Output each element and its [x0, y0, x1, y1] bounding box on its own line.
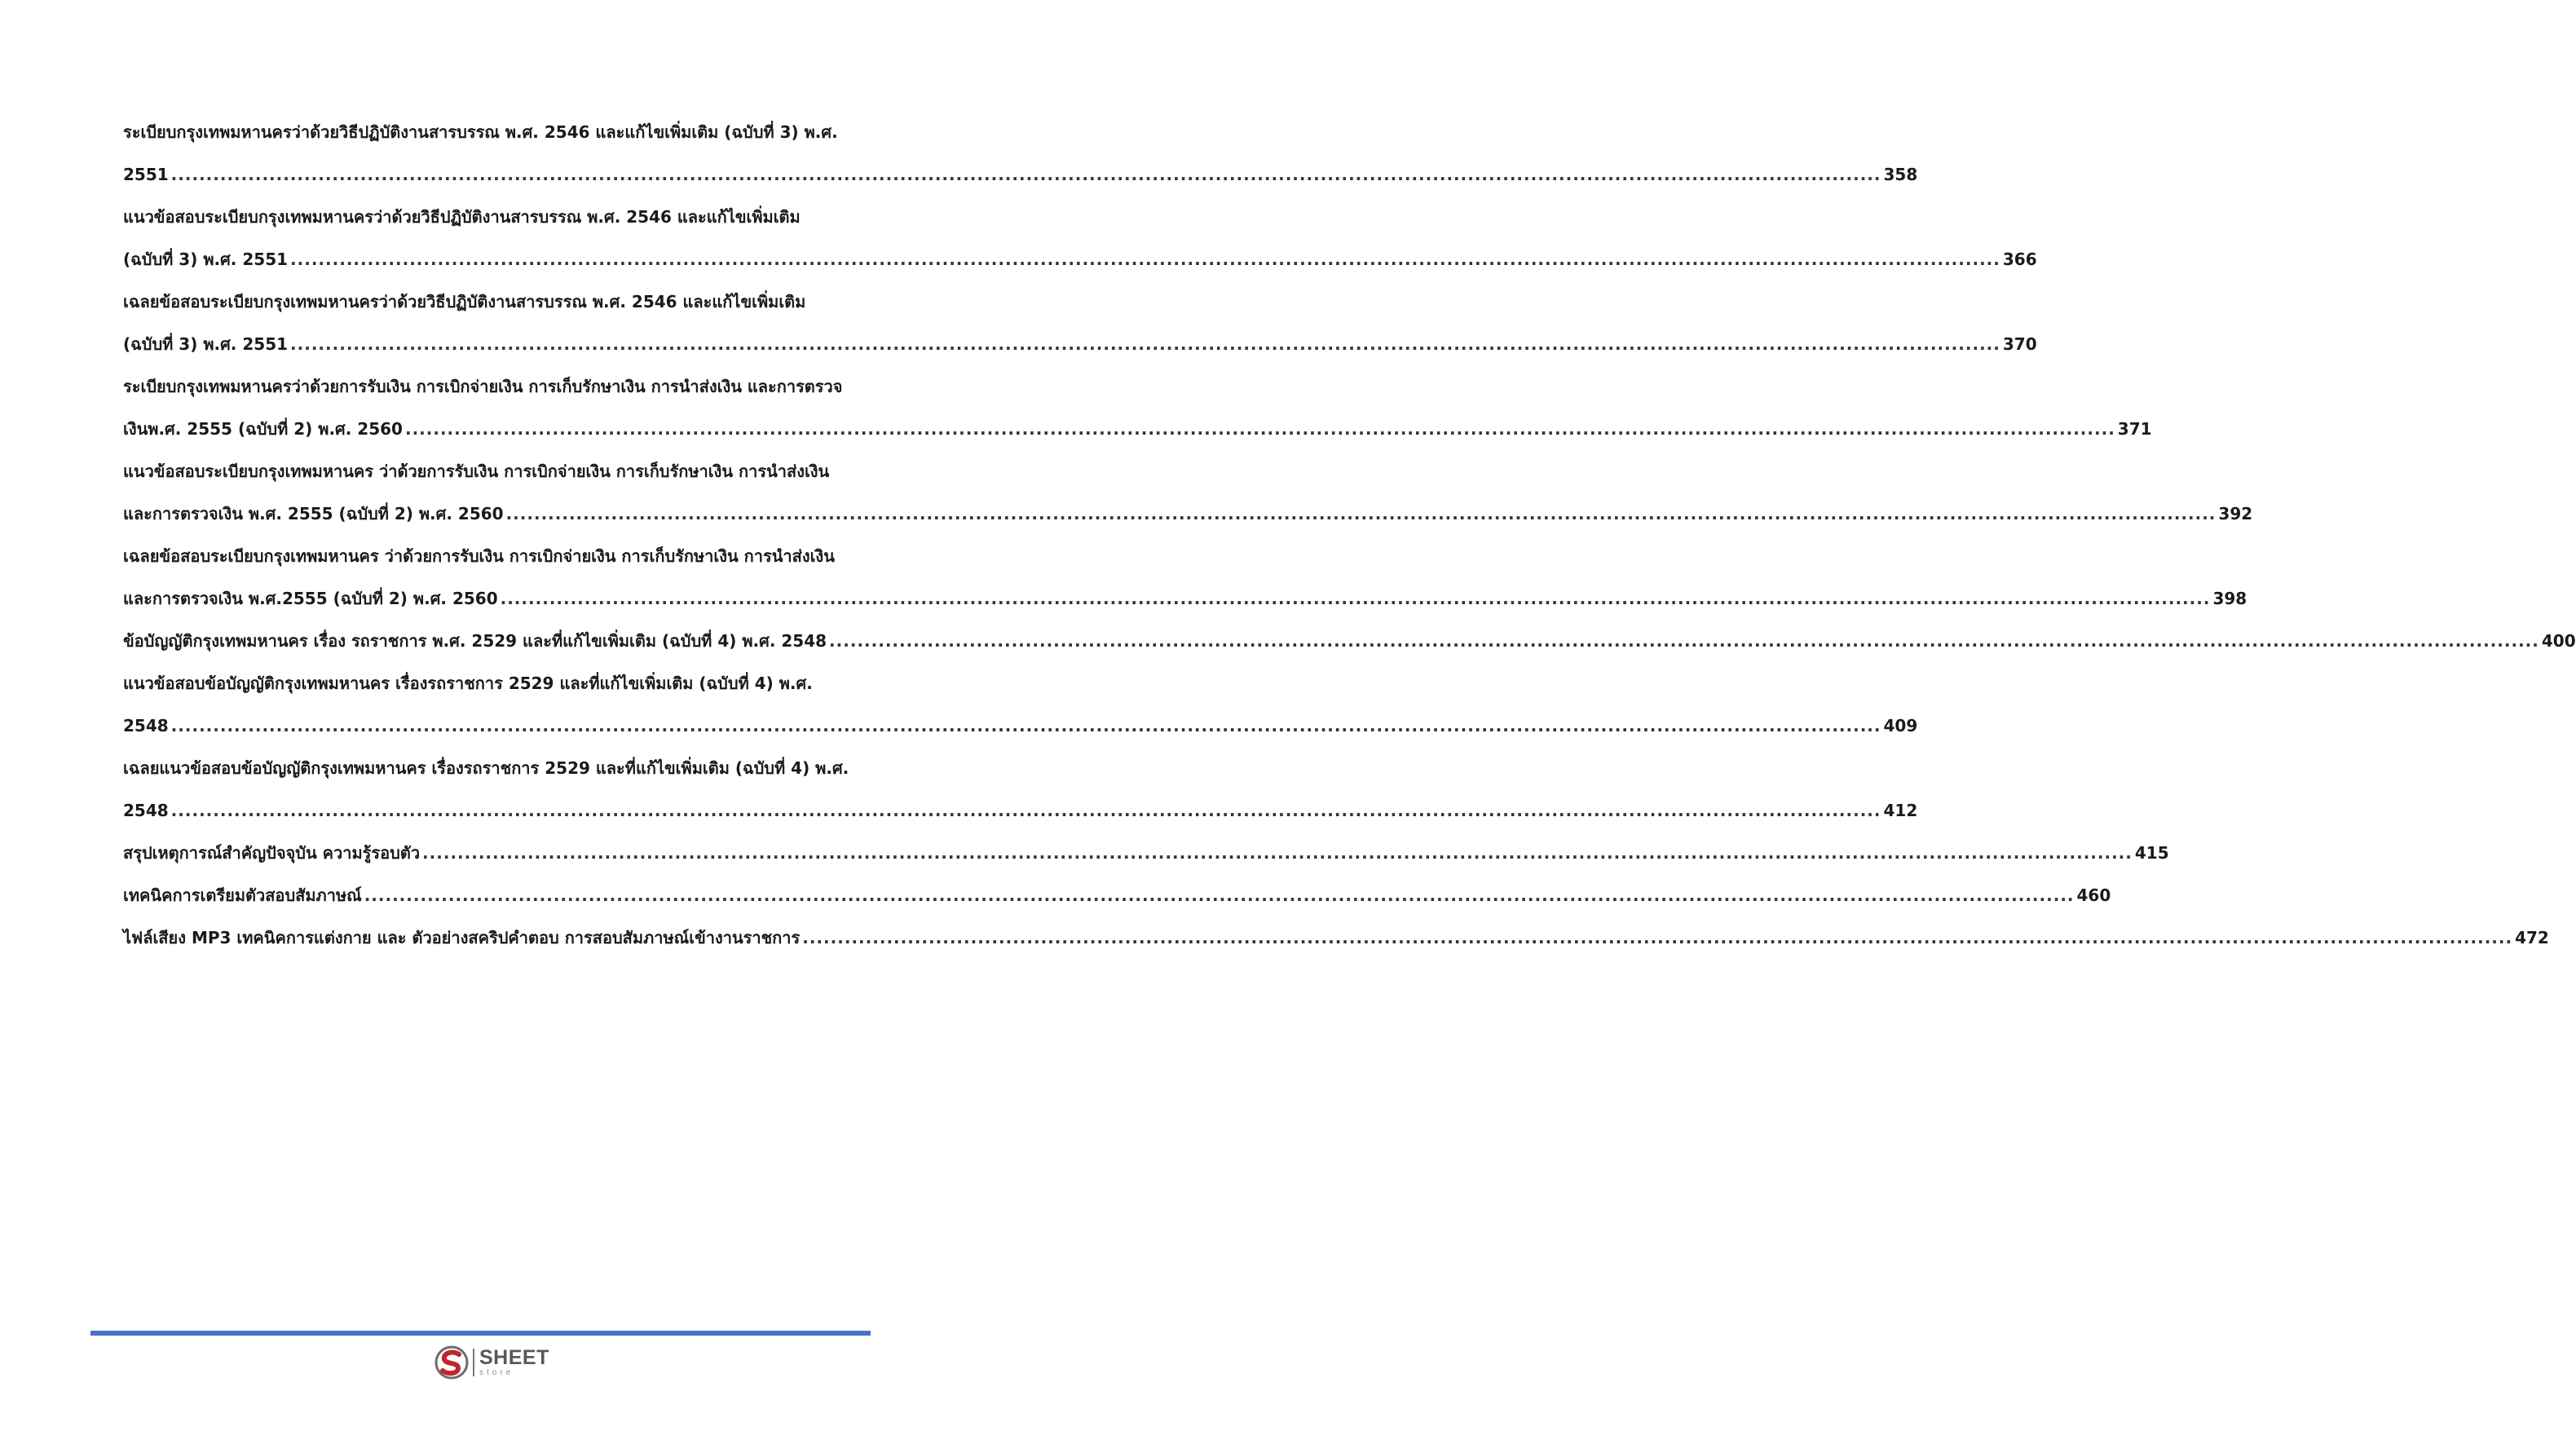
page-number: 409: [1883, 716, 1918, 735]
toc-entry-title-line: เฉลยข้อสอบระเบียบกรุงเทพมหานครว่าด้วยวิธีปฏิบัติงานสารบรรณ พ.ศ. 2546 และแก้ไขเพิ่มเติม: [123, 292, 806, 311]
page-number: 358: [1883, 165, 1918, 184]
toc-entry-title-line: ระเบียบกรุงเทพมหานครว่าด้วยวิธีปฏิบัติงานสารบรรณ พ.ศ. 2546 และแก้ไขเพิ่มเติม (ฉบับที่ 3) พ.ศ.: [123, 122, 838, 142]
toc-entry-title-line: แนวข้อสอบข้อบัญญัติกรุงเทพมหานคร เรื่องรถราชการ 2529 และที่แก้ไขเพิ่มเติม (ฉบับที่ 4) พ.ศ.: [123, 674, 813, 693]
footer-rule: [90, 1331, 871, 1336]
dot-leader: ....................................................................................................................................................................................................................................................: [802, 928, 2513, 947]
logo-subword: store: [479, 1368, 514, 1377]
toc-entry[interactable]: [123, 545, 2247, 610]
logo-separator: [473, 1349, 474, 1376]
toc-entry[interactable]: [123, 205, 2037, 271]
toc-entry-last-line: [123, 884, 2111, 907]
page-number: 472: [2515, 928, 2549, 947]
toc-entry-title-end: 2548: [123, 716, 169, 735]
table-of-contents: [123, 121, 2576, 969]
toc-entry[interactable]: [123, 290, 2037, 356]
dot-leader: ....................................................................................................................................................................................................................................................: [505, 504, 2217, 523]
dot-leader: ....................................................................................................................................................................................................................................................: [500, 589, 2211, 608]
logo-s-icon: [434, 1345, 470, 1380]
toc-entry-last-line: [123, 629, 2576, 652]
toc-entry-last-line: [123, 587, 2247, 610]
toc-entry[interactable]: [123, 629, 2576, 652]
dot-leader: ....................................................................................................................................................................................................................................................: [422, 843, 2133, 863]
toc-entry-last-line: [123, 841, 2169, 864]
toc-entry-last-line: [123, 248, 2037, 271]
page-number: 371: [2117, 419, 2152, 439]
toc-entry-title-end: เทคนิคการเตรียมตัวสอบสัมภาษณ์: [123, 886, 362, 905]
toc-entry-title-end: 2548: [123, 801, 169, 820]
toc-entry-title-end: และการตรวจเงิน พ.ศ.2555 (ฉบับที่ 2) พ.ศ. 2560: [123, 589, 498, 608]
page-number: 370: [2002, 334, 2037, 354]
dot-leader: ....................................................................................................................................................................................................................................................: [170, 716, 1881, 735]
page-number: 460: [2076, 886, 2111, 905]
toc-entry-title-end: เงินพ.ศ. 2555 (ฉบับที่ 2) พ.ศ. 2560: [123, 419, 403, 439]
dot-leader: ....................................................................................................................................................................................................................................................: [364, 886, 2075, 905]
dot-leader: ....................................................................................................................................................................................................................................................: [170, 165, 1881, 184]
toc-entry[interactable]: [123, 672, 1918, 737]
logo-word: SHEET: [479, 1346, 549, 1369]
toc-entry-title-line: แนวข้อสอบระเบียบกรุงเทพมหานคร ว่าด้วยการรับเงิน การเบิกจ่ายเงิน การเก็บรักษาเงิน การนำส่งเงิน: [123, 462, 830, 481]
dot-leader: ....................................................................................................................................................................................................................................................: [290, 334, 2000, 354]
toc-entry-title-line: เฉลยข้อสอบระเบียบกรุงเทพมหานคร ว่าด้วยการรับเงิน การเบิกจ่ายเงิน การเก็บรักษาเงิน การนำส่งเงิน: [123, 546, 835, 566]
page-number: 415: [2134, 843, 2169, 863]
toc-entry-last-line: [123, 714, 1918, 737]
page-number: 392: [2218, 504, 2253, 523]
toc-entry-last-line: [123, 163, 1918, 186]
toc-entry-title-line: เฉลยแนวข้อสอบข้อบัญญัติกรุงเทพมหานคร เรื่องรถราชการ 2529 และที่แก้ไขเพิ่มเติม (ฉบับที่ 4) พ.ศ.: [123, 758, 849, 778]
toc-entry-last-line: [123, 926, 2549, 949]
page-number: 366: [2002, 250, 2037, 269]
logo-text: [479, 1348, 549, 1377]
toc-entry-title-end: ไฟล์เสียง MP3 เทคนิคการแต่งกาย และ ตัวอย่างสคริปคำตอบ การสอบสัมภาษณ์เข้างานราชการ: [123, 928, 801, 947]
dot-leader: ....................................................................................................................................................................................................................................................: [404, 419, 2115, 439]
toc-entry[interactable]: [123, 375, 2152, 440]
toc-entry-last-line: [123, 333, 2037, 356]
sheet-store-logo: [434, 1345, 549, 1380]
toc-entry-title-end: 2551: [123, 165, 169, 184]
toc-entry-title-end: สรุปเหตุการณ์สำคัญปัจจุบัน ความรู้รอบตัว: [123, 843, 421, 863]
toc-entry[interactable]: [123, 121, 1918, 186]
toc-entry-last-line: [123, 502, 2253, 525]
toc-entry[interactable]: [123, 884, 2111, 907]
toc-entry-title-end: (ฉบับที่ 3) พ.ศ. 2551: [123, 250, 289, 269]
page-number: 412: [1883, 801, 1918, 820]
toc-entry-title-end: ข้อบัญญัติกรุงเทพมหานคร เรื่อง รถราชการ พ.ศ. 2529 และที่แก้ไขเพิ่มเติม (ฉบับที่ 4) พ.ศ. 2548: [123, 631, 827, 651]
toc-entry[interactable]: [123, 841, 2169, 864]
toc-entry[interactable]: [123, 460, 2253, 525]
toc-entry-title-line: ระเบียบกรุงเทพมหานครว่าด้วยการรับเงิน การเบิกจ่ายเงิน การเก็บรักษาเงิน การนำส่งเงิน และการตรวจ: [123, 377, 843, 396]
dot-leader: ....................................................................................................................................................................................................................................................: [290, 250, 2000, 269]
toc-entry-title-end: และการตรวจเงิน พ.ศ. 2555 (ฉบับที่ 2) พ.ศ. 2560: [123, 504, 504, 523]
toc-entry-title-line: แนวข้อสอบระเบียบกรุงเทพมหานครว่าด้วยวิธีปฏิบัติงานสารบรรณ พ.ศ. 2546 และแก้ไขเพิ่มเติม: [123, 207, 801, 227]
toc-entry-last-line: [123, 799, 1918, 822]
dot-leader: ....................................................................................................................................................................................................................................................: [170, 801, 1881, 820]
toc-entry[interactable]: [123, 757, 1918, 822]
toc-entry-last-line: [123, 417, 2152, 440]
dot-leader: ....................................................................................................................................................................................................................................................: [829, 631, 2539, 651]
toc-entry-title-end: (ฉบับที่ 3) พ.ศ. 2551: [123, 334, 289, 354]
toc-entry[interactable]: [123, 926, 2549, 949]
page-number: 398: [2212, 589, 2247, 608]
page-number: 400: [2541, 631, 2576, 651]
